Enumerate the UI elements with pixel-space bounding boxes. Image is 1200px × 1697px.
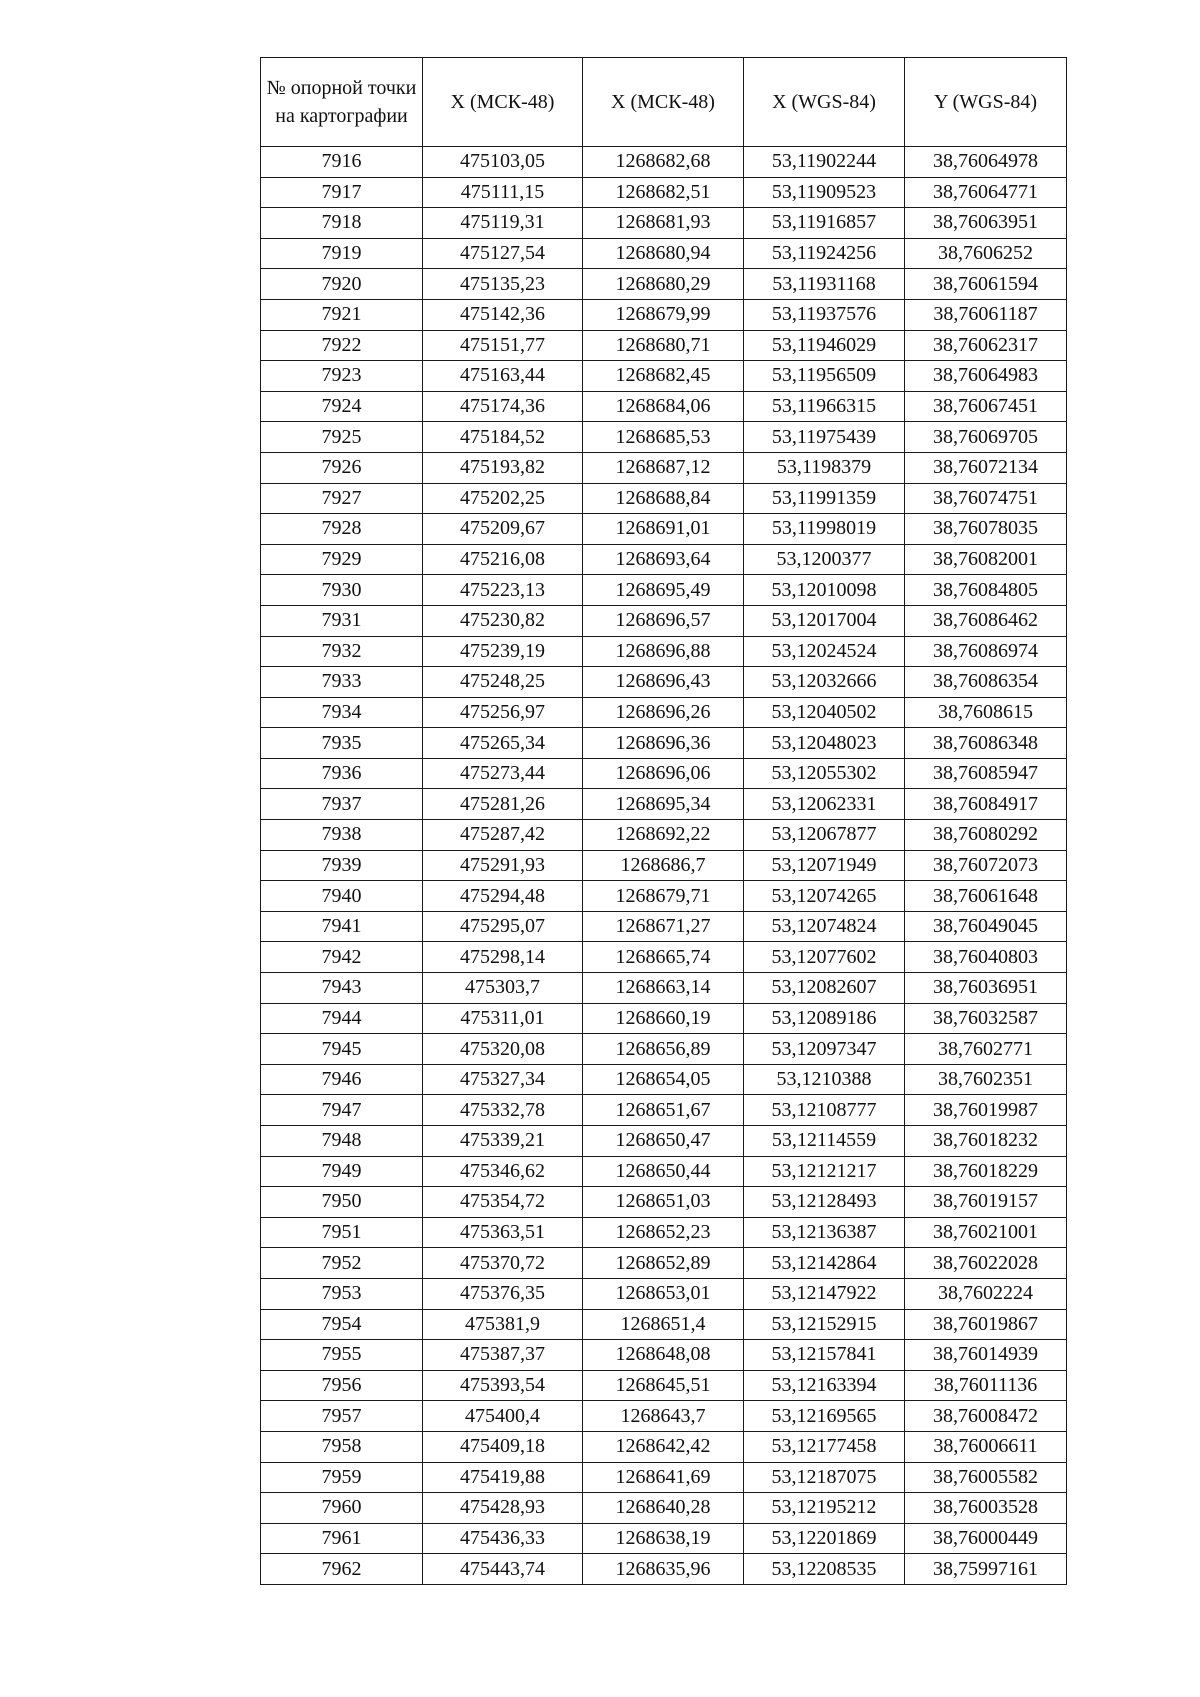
cell-x-wgs84: 53,11946029: [744, 330, 905, 361]
cell-x-msk48: 475376,35: [423, 1278, 583, 1309]
cell-point-number: 7916: [261, 147, 423, 178]
cell-x-msk48: 475327,34: [423, 1064, 583, 1095]
cell-x-msk48: 475393,54: [423, 1370, 583, 1401]
cell-point-number: 7923: [261, 361, 423, 392]
cell-x-wgs84: 53,12195212: [744, 1493, 905, 1524]
cell-x-msk48-second: 1268651,67: [583, 1095, 744, 1126]
cell-x-wgs84: 53,12017004: [744, 605, 905, 636]
table-row: [261, 1493, 1067, 1524]
cell-x-wgs84: 53,12201869: [744, 1523, 905, 1554]
cell-x-msk48-second: 1268641,69: [583, 1462, 744, 1493]
cell-y-wgs84: 38,7602771: [905, 1034, 1067, 1065]
cell-x-msk48-second: 1268696,36: [583, 728, 744, 759]
cell-y-wgs84: 38,76003528: [905, 1493, 1067, 1524]
table-row: [261, 697, 1067, 728]
table-row: [261, 605, 1067, 636]
cell-x-wgs84: 53,12128493: [744, 1187, 905, 1218]
cell-x-msk48-second: 1268642,42: [583, 1431, 744, 1462]
cell-x-msk48: 475370,72: [423, 1248, 583, 1279]
cell-y-wgs84: 38,76049045: [905, 911, 1067, 942]
cell-x-msk48: 475287,42: [423, 820, 583, 851]
cell-x-msk48: 475354,72: [423, 1187, 583, 1218]
cell-y-wgs84: 38,76064983: [905, 361, 1067, 392]
cell-x-wgs84: 53,12157841: [744, 1340, 905, 1371]
table-row: [261, 514, 1067, 545]
cell-x-msk48-second: 1268635,96: [583, 1554, 744, 1585]
cell-point-number: 7961: [261, 1523, 423, 1554]
cell-x-wgs84: 53,12010098: [744, 575, 905, 606]
cell-x-wgs84: 53,12169565: [744, 1401, 905, 1432]
cell-y-wgs84: 38,76072134: [905, 452, 1067, 483]
cell-x-wgs84: 53,12071949: [744, 850, 905, 881]
cell-point-number: 7927: [261, 483, 423, 514]
cell-point-number: 7938: [261, 820, 423, 851]
cell-x-wgs84: 53,11991359: [744, 483, 905, 514]
cell-y-wgs84: 38,76063951: [905, 208, 1067, 239]
cell-x-wgs84: 53,12074824: [744, 911, 905, 942]
cell-x-wgs84: 53,11909523: [744, 177, 905, 208]
cell-x-msk48: 475419,88: [423, 1462, 583, 1493]
table-row: [261, 1340, 1067, 1371]
table-row: [261, 1309, 1067, 1340]
cell-point-number: 7958: [261, 1431, 423, 1462]
cell-y-wgs84: 38,76008472: [905, 1401, 1067, 1432]
cell-x-msk48: 475103,05: [423, 147, 583, 178]
cell-x-wgs84: 53,12048023: [744, 728, 905, 759]
cell-x-wgs84: 53,12097347: [744, 1034, 905, 1065]
cell-point-number: 7944: [261, 1003, 423, 1034]
cell-point-number: 7933: [261, 667, 423, 698]
cell-point-number: 7955: [261, 1340, 423, 1371]
table-row: [261, 973, 1067, 1004]
cell-point-number: 7937: [261, 789, 423, 820]
cell-x-msk48-second: 1268686,7: [583, 850, 744, 881]
table-row: [261, 422, 1067, 453]
cell-y-wgs84: 38,76019157: [905, 1187, 1067, 1218]
table-row: [261, 1003, 1067, 1034]
cell-point-number: 7959: [261, 1462, 423, 1493]
cell-x-wgs84: 53,11924256: [744, 238, 905, 269]
cell-x-wgs84: 53,12108777: [744, 1095, 905, 1126]
cell-x-msk48: 475209,67: [423, 514, 583, 545]
cell-x-wgs84: 53,12136387: [744, 1217, 905, 1248]
cell-x-msk48: 475193,82: [423, 452, 583, 483]
cell-y-wgs84: 38,76086348: [905, 728, 1067, 759]
cell-point-number: 7936: [261, 758, 423, 789]
cell-x-wgs84: 53,12062331: [744, 789, 905, 820]
coordinates-table: [260, 57, 1067, 1585]
cell-y-wgs84: 38,7606252: [905, 238, 1067, 269]
cell-x-msk48: 475295,07: [423, 911, 583, 942]
cell-point-number: 7962: [261, 1554, 423, 1585]
cell-y-wgs84: 38,7602351: [905, 1064, 1067, 1095]
cell-y-wgs84: 38,76061594: [905, 269, 1067, 300]
cell-point-number: 7952: [261, 1248, 423, 1279]
cell-x-wgs84: 53,11931168: [744, 269, 905, 300]
cell-y-wgs84: 38,76078035: [905, 514, 1067, 545]
cell-x-msk48: 475332,78: [423, 1095, 583, 1126]
cell-y-wgs84: 38,76080292: [905, 820, 1067, 851]
cell-x-msk48-second: 1268684,06: [583, 391, 744, 422]
table-row: [261, 1462, 1067, 1493]
cell-y-wgs84: 38,76072073: [905, 850, 1067, 881]
cell-x-wgs84: 53,11966315: [744, 391, 905, 422]
table-row: [261, 1156, 1067, 1187]
cell-point-number: 7921: [261, 299, 423, 330]
cell-point-number: 7957: [261, 1401, 423, 1432]
cell-y-wgs84: 38,76006611: [905, 1431, 1067, 1462]
cell-x-msk48: 475400,4: [423, 1401, 583, 1432]
cell-x-msk48-second: 1268691,01: [583, 514, 744, 545]
cell-x-msk48: 475135,23: [423, 269, 583, 300]
cell-x-msk48-second: 1268654,05: [583, 1064, 744, 1095]
cell-x-msk48-second: 1268660,19: [583, 1003, 744, 1034]
cell-x-wgs84: 53,12074265: [744, 881, 905, 912]
cell-x-wgs84: 53,11937576: [744, 299, 905, 330]
table-row: [261, 1278, 1067, 1309]
cell-x-msk48-second: 1268650,44: [583, 1156, 744, 1187]
table-row: [261, 1431, 1067, 1462]
cell-x-msk48-second: 1268651,4: [583, 1309, 744, 1340]
cell-x-msk48: 475119,31: [423, 208, 583, 239]
cell-point-number: 7956: [261, 1370, 423, 1401]
cell-x-msk48-second: 1268696,26: [583, 697, 744, 728]
table-row: [261, 1187, 1067, 1218]
cell-x-msk48: 475256,97: [423, 697, 583, 728]
cell-x-msk48-second: 1268680,71: [583, 330, 744, 361]
cell-x-wgs84: 53,12024524: [744, 636, 905, 667]
cell-point-number: 7949: [261, 1156, 423, 1187]
cell-x-msk48: 475184,52: [423, 422, 583, 453]
cell-point-number: 7953: [261, 1278, 423, 1309]
cell-point-number: 7917: [261, 177, 423, 208]
cell-x-msk48: 475111,15: [423, 177, 583, 208]
cell-x-msk48: 475387,37: [423, 1340, 583, 1371]
cell-x-msk48: 475151,77: [423, 330, 583, 361]
cell-point-number: 7951: [261, 1217, 423, 1248]
cell-x-msk48: 475248,25: [423, 667, 583, 698]
cell-y-wgs84: 38,76018232: [905, 1126, 1067, 1157]
table-row: [261, 1126, 1067, 1157]
table-row: [261, 1401, 1067, 1432]
cell-point-number: 7942: [261, 942, 423, 973]
table-row: [261, 269, 1067, 300]
cell-x-msk48: 475216,08: [423, 544, 583, 575]
table-row: [261, 1217, 1067, 1248]
cell-x-msk48-second: 1268645,51: [583, 1370, 744, 1401]
cell-point-number: 7920: [261, 269, 423, 300]
cell-point-number: 7948: [261, 1126, 423, 1157]
cell-y-wgs84: 38,76085947: [905, 758, 1067, 789]
cell-point-number: 7926: [261, 452, 423, 483]
cell-y-wgs84: 38,7602224: [905, 1278, 1067, 1309]
table-row: [261, 1064, 1067, 1095]
cell-x-msk48: 475294,48: [423, 881, 583, 912]
table-row: [261, 942, 1067, 973]
table-row: [261, 850, 1067, 881]
cell-y-wgs84: 38,76040803: [905, 942, 1067, 973]
cell-point-number: 7943: [261, 973, 423, 1004]
cell-y-wgs84: 38,76086462: [905, 605, 1067, 636]
cell-x-msk48-second: 1268682,51: [583, 177, 744, 208]
cell-x-msk48: 475363,51: [423, 1217, 583, 1248]
cell-x-wgs84: 53,12055302: [744, 758, 905, 789]
cell-x-msk48: 475265,34: [423, 728, 583, 759]
cell-x-wgs84: 53,12177458: [744, 1431, 905, 1462]
cell-y-wgs84: 38,76021001: [905, 1217, 1067, 1248]
cell-point-number: 7935: [261, 728, 423, 759]
cell-x-wgs84: 53,12152915: [744, 1309, 905, 1340]
cell-x-msk48: 475346,62: [423, 1156, 583, 1187]
cell-x-wgs84: 53,12032666: [744, 667, 905, 698]
header-row: [261, 58, 1067, 147]
table-row: [261, 911, 1067, 942]
cell-x-wgs84: 53,1198379: [744, 452, 905, 483]
table-row: [261, 881, 1067, 912]
cell-y-wgs84: 38,76084805: [905, 575, 1067, 606]
cell-x-msk48-second: 1268693,64: [583, 544, 744, 575]
cell-point-number: 7940: [261, 881, 423, 912]
cell-x-msk48: 475127,54: [423, 238, 583, 269]
table-body: [261, 147, 1067, 1585]
cell-x-msk48: 475436,33: [423, 1523, 583, 1554]
table-row: [261, 1554, 1067, 1585]
cell-x-wgs84: 53,12142864: [744, 1248, 905, 1279]
cell-y-wgs84: 38,76019867: [905, 1309, 1067, 1340]
cell-point-number: 7919: [261, 238, 423, 269]
cell-x-msk48-second: 1268696,43: [583, 667, 744, 698]
cell-y-wgs84: 38,7608615: [905, 697, 1067, 728]
cell-point-number: 7960: [261, 1493, 423, 1524]
cell-point-number: 7931: [261, 605, 423, 636]
cell-x-msk48: 475428,93: [423, 1493, 583, 1524]
cell-x-wgs84: 53,12208535: [744, 1554, 905, 1585]
cell-y-wgs84: 38,76005582: [905, 1462, 1067, 1493]
cell-x-msk48: 475239,19: [423, 636, 583, 667]
table-row: [261, 544, 1067, 575]
cell-y-wgs84: 38,76011136: [905, 1370, 1067, 1401]
table-row: [261, 820, 1067, 851]
cell-point-number: 7941: [261, 911, 423, 942]
table-row: [261, 361, 1067, 392]
cell-y-wgs84: 38,76082001: [905, 544, 1067, 575]
cell-x-msk48-second: 1268696,06: [583, 758, 744, 789]
cell-point-number: 7945: [261, 1034, 423, 1065]
cell-point-number: 7925: [261, 422, 423, 453]
cell-x-msk48-second: 1268640,28: [583, 1493, 744, 1524]
cell-point-number: 7939: [261, 850, 423, 881]
cell-x-msk48: 475223,13: [423, 575, 583, 606]
cell-x-msk48: 475339,21: [423, 1126, 583, 1157]
cell-x-msk48: 475320,08: [423, 1034, 583, 1065]
cell-x-msk48: 475409,18: [423, 1431, 583, 1462]
cell-x-msk48-second: 1268696,57: [583, 605, 744, 636]
cell-x-msk48: 475273,44: [423, 758, 583, 789]
cell-x-msk48-second: 1268652,89: [583, 1248, 744, 1279]
table-row: [261, 147, 1067, 178]
cell-point-number: 7928: [261, 514, 423, 545]
table-row: [261, 1523, 1067, 1554]
cell-y-wgs84: 38,76061187: [905, 299, 1067, 330]
table-row: [261, 636, 1067, 667]
cell-x-msk48-second: 1268696,88: [583, 636, 744, 667]
header-x-msk48: X (МСК-48): [423, 58, 583, 147]
cell-x-msk48-second: 1268687,12: [583, 452, 744, 483]
cell-point-number: 7922: [261, 330, 423, 361]
cell-x-msk48-second: 1268650,47: [583, 1126, 744, 1157]
cell-x-wgs84: 53,11956509: [744, 361, 905, 392]
table-row: [261, 483, 1067, 514]
cell-x-msk48: 475381,9: [423, 1309, 583, 1340]
cell-x-msk48-second: 1268679,99: [583, 299, 744, 330]
cell-point-number: 7946: [261, 1064, 423, 1095]
cell-x-msk48-second: 1268663,14: [583, 973, 744, 1004]
cell-y-wgs84: 38,76062317: [905, 330, 1067, 361]
cell-y-wgs84: 38,76000449: [905, 1523, 1067, 1554]
cell-x-msk48: 475311,01: [423, 1003, 583, 1034]
cell-point-number: 7924: [261, 391, 423, 422]
cell-x-msk48: 475142,36: [423, 299, 583, 330]
cell-x-wgs84: 53,12147922: [744, 1278, 905, 1309]
header-x-msk48-second: X (МСК-48): [583, 58, 744, 147]
cell-x-msk48: 475303,7: [423, 973, 583, 1004]
cell-x-msk48: 475443,74: [423, 1554, 583, 1585]
table-row: [261, 1370, 1067, 1401]
cell-x-wgs84: 53,12114559: [744, 1126, 905, 1157]
table-row: [261, 208, 1067, 239]
cell-x-msk48: 475291,93: [423, 850, 583, 881]
cell-x-wgs84: 53,12187075: [744, 1462, 905, 1493]
cell-x-msk48-second: 1268652,23: [583, 1217, 744, 1248]
cell-x-msk48-second: 1268680,94: [583, 238, 744, 269]
cell-point-number: 7934: [261, 697, 423, 728]
cell-x-wgs84: 53,12067877: [744, 820, 905, 851]
cell-y-wgs84: 38,75997161: [905, 1554, 1067, 1585]
table-row: [261, 238, 1067, 269]
cell-point-number: 7947: [261, 1095, 423, 1126]
header-point-number: № опорной точки на картографии: [261, 58, 423, 147]
cell-x-msk48-second: 1268665,74: [583, 942, 744, 973]
header-x-wgs84: X (WGS-84): [744, 58, 905, 147]
cell-x-msk48-second: 1268648,08: [583, 1340, 744, 1371]
cell-x-wgs84: 53,1210388: [744, 1064, 905, 1095]
cell-x-wgs84: 53,11975439: [744, 422, 905, 453]
cell-point-number: 7954: [261, 1309, 423, 1340]
table-row: [261, 299, 1067, 330]
table-row: [261, 177, 1067, 208]
cell-point-number: 7929: [261, 544, 423, 575]
table-row: [261, 728, 1067, 759]
cell-y-wgs84: 38,76061648: [905, 881, 1067, 912]
cell-x-msk48-second: 1268638,19: [583, 1523, 744, 1554]
cell-y-wgs84: 38,76086974: [905, 636, 1067, 667]
cell-y-wgs84: 38,76014939: [905, 1340, 1067, 1371]
cell-x-msk48-second: 1268682,45: [583, 361, 744, 392]
header-y-wgs84: Y (WGS-84): [905, 58, 1067, 147]
cell-point-number: 7932: [261, 636, 423, 667]
cell-point-number: 7930: [261, 575, 423, 606]
cell-x-msk48-second: 1268682,68: [583, 147, 744, 178]
cell-x-wgs84: 53,11916857: [744, 208, 905, 239]
table-row: [261, 391, 1067, 422]
cell-y-wgs84: 38,76036951: [905, 973, 1067, 1004]
cell-x-wgs84: 53,11902244: [744, 147, 905, 178]
cell-y-wgs84: 38,76022028: [905, 1248, 1067, 1279]
cell-point-number: 7950: [261, 1187, 423, 1218]
cell-x-msk48-second: 1268653,01: [583, 1278, 744, 1309]
cell-y-wgs84: 38,76067451: [905, 391, 1067, 422]
table-row: [261, 330, 1067, 361]
cell-x-wgs84: 53,12163394: [744, 1370, 905, 1401]
table-row: [261, 575, 1067, 606]
cell-x-wgs84: 53,12040502: [744, 697, 905, 728]
table-row: [261, 667, 1067, 698]
table-row: [261, 1095, 1067, 1126]
cell-x-wgs84: 53,1200377: [744, 544, 905, 575]
table-header: [261, 58, 1067, 147]
cell-x-msk48: 475230,82: [423, 605, 583, 636]
cell-y-wgs84: 38,76032587: [905, 1003, 1067, 1034]
cell-y-wgs84: 38,76064978: [905, 147, 1067, 178]
table-row: [261, 1034, 1067, 1065]
cell-x-wgs84: 53,12121217: [744, 1156, 905, 1187]
cell-x-msk48-second: 1268695,49: [583, 575, 744, 606]
cell-y-wgs84: 38,76084917: [905, 789, 1067, 820]
cell-x-wgs84: 53,12082607: [744, 973, 905, 1004]
cell-y-wgs84: 38,76064771: [905, 177, 1067, 208]
cell-y-wgs84: 38,76074751: [905, 483, 1067, 514]
cell-x-wgs84: 53,12077602: [744, 942, 905, 973]
table-row: [261, 452, 1067, 483]
cell-x-msk48-second: 1268680,29: [583, 269, 744, 300]
cell-x-msk48-second: 1268692,22: [583, 820, 744, 851]
cell-point-number: 7918: [261, 208, 423, 239]
cell-x-msk48-second: 1268695,34: [583, 789, 744, 820]
cell-x-msk48: 475298,14: [423, 942, 583, 973]
table-row: [261, 789, 1067, 820]
cell-x-msk48-second: 1268671,27: [583, 911, 744, 942]
cell-x-msk48-second: 1268679,71: [583, 881, 744, 912]
cell-x-msk48: 475202,25: [423, 483, 583, 514]
table-row: [261, 1248, 1067, 1279]
cell-x-msk48-second: 1268685,53: [583, 422, 744, 453]
cell-y-wgs84: 38,76069705: [905, 422, 1067, 453]
cell-x-msk48-second: 1268656,89: [583, 1034, 744, 1065]
cell-x-msk48: 475174,36: [423, 391, 583, 422]
cell-x-msk48-second: 1268688,84: [583, 483, 744, 514]
cell-x-msk48-second: 1268681,93: [583, 208, 744, 239]
cell-x-wgs84: 53,11998019: [744, 514, 905, 545]
cell-x-msk48: 475281,26: [423, 789, 583, 820]
cell-x-wgs84: 53,12089186: [744, 1003, 905, 1034]
cell-y-wgs84: 38,76086354: [905, 667, 1067, 698]
table-row: [261, 758, 1067, 789]
cell-y-wgs84: 38,76019987: [905, 1095, 1067, 1126]
cell-x-msk48: 475163,44: [423, 361, 583, 392]
cell-x-msk48-second: 1268651,03: [583, 1187, 744, 1218]
cell-x-msk48-second: 1268643,7: [583, 1401, 744, 1432]
cell-y-wgs84: 38,76018229: [905, 1156, 1067, 1187]
